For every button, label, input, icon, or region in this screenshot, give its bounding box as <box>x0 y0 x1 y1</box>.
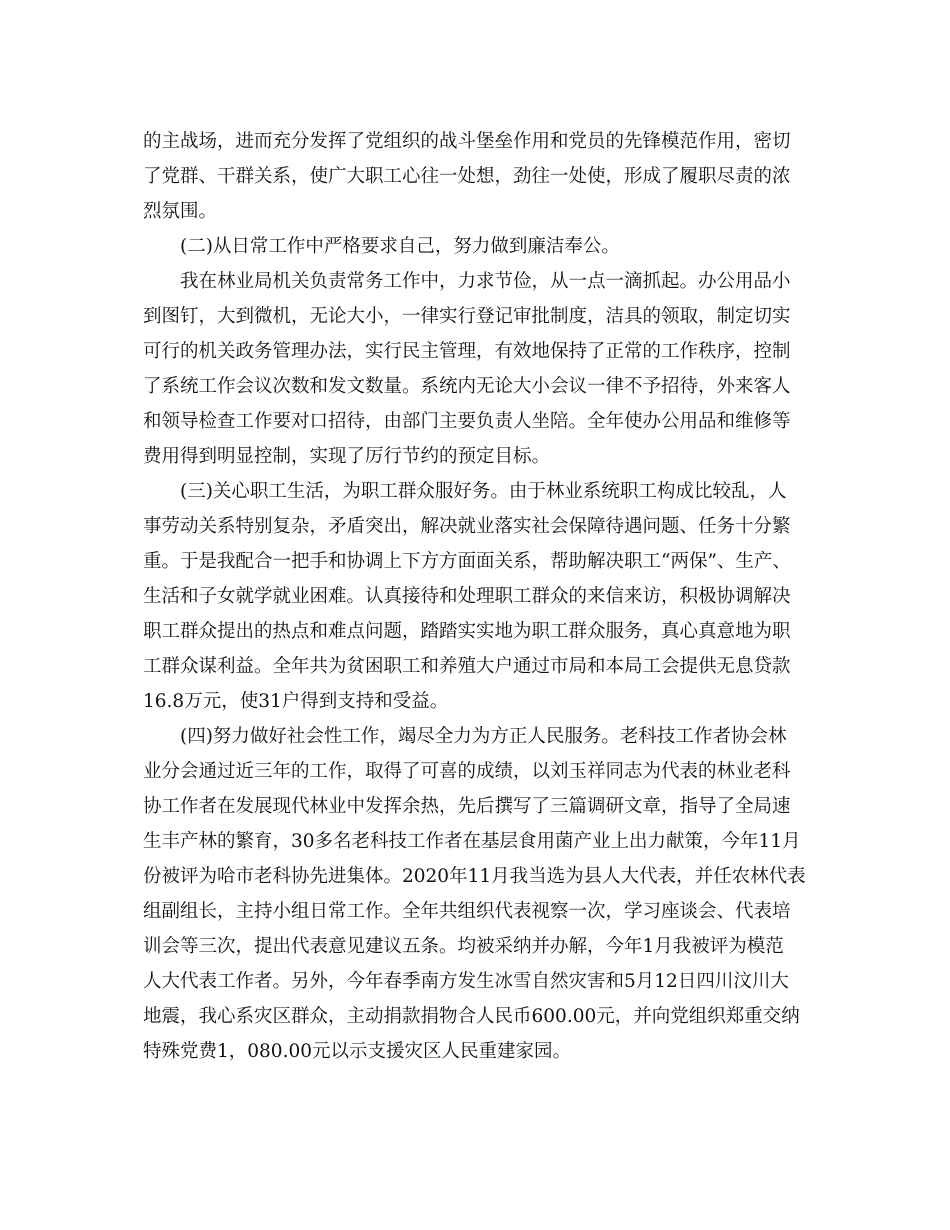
text-line: 可行的机关政务管理办法，实行民主管理，有效地保持了正常的工作秩序，控制 <box>143 341 791 362</box>
text-line: 地震，我心系灾区群众，主动捐款捐物合人民币600.00元，并向党组织郑重交纳 <box>143 1006 800 1027</box>
text-line: 重。于是我配合一把手和协调上下方方面面关系，帮助解决职工“两保”、生产、 <box>143 551 791 572</box>
text-line: 训会等三次，提出代表意见建议五条。均被采纳并办解，今年1月我被评为模范 <box>143 936 784 957</box>
text-line: 了系统工作会议次数和发文数量。系统内无论大小会议一律不予招待，外来客人 <box>143 376 791 397</box>
text-line: 组副组长，主持小组日常工作。全年共组织代表视察一次，学习座谈会、代表培 <box>143 901 791 922</box>
text-line: (三)关心职工生活，为职工群众服好务。由于林业系统职工构成比较乱，人 <box>180 481 787 502</box>
text-line: 协工作者在发展现代林业中发挥余热，先后撰写了三篇调研文章，指导了全局速 <box>143 796 791 817</box>
text-line: 生活和子女就学就业困难。认真接待和处理职工群众的来信来访，积极协调解决 <box>143 586 791 607</box>
text-line: 和领导检查工作要对口招待，由部门主要负责人坐陪。全年使办公用品和维修等 <box>143 411 791 432</box>
text-line: (二)从日常工作中严格要求自己，努力做到廉洁奉公。 <box>180 236 620 257</box>
text-line: 16.8万元，使31户得到支持和受益。 <box>143 691 449 712</box>
text-line: 生丰产林的繁育，30多名老科技工作者在基层食用菌产业上出力献策，今年11月 <box>143 831 801 852</box>
text-line: 烈氛围。 <box>143 201 218 222</box>
text-line: 份被评为哈市老科协先进集体。2020年11月我当选为县人大代表，并任农林代表 <box>143 866 806 887</box>
text-line: (四)努力做好社会性工作，竭尽全力为方正人民服务。老科技工作者协会林 <box>180 726 787 747</box>
text-line: 人大代表工作者。另外，今年春季南方发生冰雪自然灾害和5月12日四川汶川大 <box>143 971 789 992</box>
text-line: 了党群、干群关系，使广大职工心往一处想，劲往一处使，形成了履职尽责的浓 <box>143 166 791 187</box>
text-line: 费用得到明显控制，实现了厉行节约的预定目标。 <box>143 446 551 467</box>
text-line: 我在林业局机关负责常务工作中，力求节俭，从一点一滴抓起。办公用品小 <box>180 271 791 292</box>
text-line: 到图钉，大到微机，无论大小，一律实行登记审批制度，洁具的领取，制定切实 <box>143 306 791 327</box>
text-line: 的主战场，进而充分发挥了党组织的战斗堡垒作用和党员的先锋模范作用，密切 <box>143 131 791 152</box>
text-line: 特殊党费1，080.00元以示支援灾区人民重建家园。 <box>143 1041 572 1062</box>
document-body <box>143 124 813 1069</box>
text-line: 事劳动关系特别复杂，矛盾突出，解决就业落实社会保障待遇问题、任务十分繁 <box>143 516 791 537</box>
text-line: 工群众谋利益。全年共为贫困职工和养殖大户通过市局和本局工会提供无息贷款 <box>143 656 791 677</box>
text-line: 职工群众提出的热点和难点问题，踏踏实实地为职工群众服务，真心真意地为职 <box>143 621 791 642</box>
text-line: 业分会通过近三年的工作，取得了可喜的成绩，以刘玉祥同志为代表的林业老科 <box>143 761 791 782</box>
